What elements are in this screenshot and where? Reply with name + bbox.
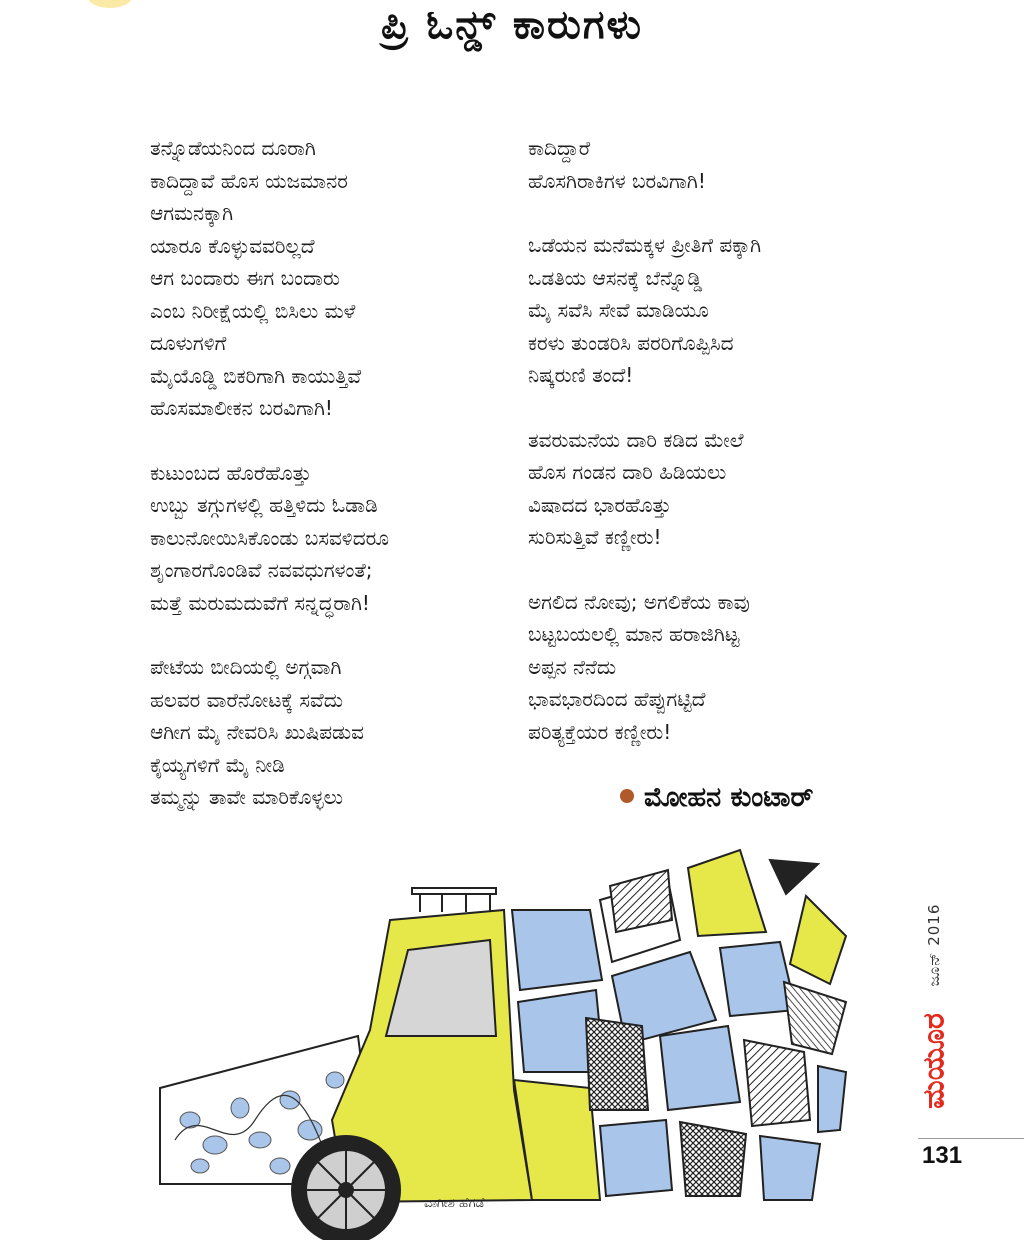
poem-line: ಒಡತಿಯ ಆಸನಕ್ಕೆ ಬೆನ್ನೊಡ್ಡಿ [528,265,703,290]
issue-date-text: ಜೂನ್ 2016 [925,903,943,987]
poem-line: ಕಾದಿದ್ದಾರೆ [528,136,591,160]
poem-line: ಕುಟುಂಬದ ಹೊರೆಹೊತ್ತು [150,460,312,485]
poem-line: ಮೈಯೊಡ್ಡಿ ಬಿಕರಿಗಾಗಿ ಕಾಯುತ್ತಿವೆ [150,363,362,388]
poem-line: ಹಲವರ ವಾರೆನೋಟಕ್ಕೆ ಸವೆದು [150,687,343,712]
poem-line: ಪೇಟೆಯ ಬೀದಿಯಲ್ಲಿ ಅಗ್ಗವಾಗಿ [150,655,342,679]
poem-line: ಭಾವಭಾರದಿಂದ ಹೆಪ್ಪುಗಟ್ಟಿದೆ [528,687,706,711]
car-illustration [120,840,850,1240]
stanza-6 [528,424,888,554]
poem-line: ಹೊಸಮಾಲೀಕನ ಬರವಿಗಾಗಿ! [150,396,333,420]
poem-line: ದೂಳುಗಳಿಗೆ [150,331,227,355]
poem-line: ಪರಿತ್ಯಕ್ತೆಯರ ಕಣ್ಣೀರು! [528,719,672,744]
author-byline [620,782,813,814]
poem-line: ಆಗ ಬಂದಾರು ಈಗ ಬಂದಾರು [150,266,340,290]
illustration-credit: ವಾಗೀಶ ಹೆಗಡೆ [424,1196,485,1211]
poem-line: ಆಗೀಗ ಮೈ ನೇವರಿಸಿ ಖುಷಿಪಡುವ [150,720,364,744]
stanza-1 [150,132,510,425]
poem-line: ಕರಳು ತುಂಡರಿಸಿ ಪರರಿಗೊಪ್ಪಿಸಿದ [528,330,734,355]
stanza-4 [528,132,888,197]
author-name: ಮೋಹನ ಕುಂಟಾರ್ [644,782,814,813]
poem-line: ಕಾದಿದ್ದಾವೆ ಹೊಸ ಯಜಮಾನರ [150,168,348,193]
poem-line: ಮತ್ತೆ ಮರುಮದುವೆಗೆ ಸನ್ನದ್ಧರಾಗಿ! [150,590,370,615]
stanza-2 [150,457,510,620]
poem-line: ಕಾಲುನೋಯಿಸಿಕೊಂಡು ಬಸವಳಿದರೂ [150,525,389,550]
issue-date [906,890,962,1000]
poem-line: ಆಗಮನಕ್ಕಾಗಿ [150,201,234,225]
poem-line: ಸುರಿಸುತ್ತಿವೆ ಕಣ್ಣೀರು! [528,525,662,549]
page-number: 131 [922,1142,963,1169]
magazine-logo [906,1006,962,1116]
magazine-logo-text: ಮಯೂರ [916,1013,952,1109]
bullet-icon [620,789,634,803]
stanza-3 [150,651,510,814]
poem-line: ಎಂಬ ನಿರೀಕ್ಷೆಯಲ್ಲಿ ಬಿಸಿಲು ಮಳೆ [150,298,356,323]
poem-line: ಉಬ್ಬು ತಗ್ಗುಗಳಲ್ಲಿ ಹತ್ತಿಳಿದು ಓಡಾಡಿ [150,493,378,517]
poem-line: ಹೊಸಗಿರಾಕಿಗಳ ಬರವಿಗಾಗಿ! [528,168,706,193]
stanza-7 [528,586,888,749]
poem-right-column [528,132,888,780]
poem-line: ಶೃಂಗಾರಗೊಂಡಿವೆ ನವವಧುಗಳಂತೆ; [150,558,373,582]
poem-line: ಅಗಲಿದ ನೋವು; ಅಗಲಿಕೆಯ ಕಾವು [528,589,750,614]
poem-line: ಹೊಸ ಗಂಡನ ದಾರಿ ಹಿಡಿಯಲು [528,460,727,484]
poem-line: ತಮ್ಮನ್ನು ತಾವೇ ಮಾರಿಕೊಳ್ಳಲು [150,785,343,809]
poem-line: ನಿಷ್ಕರುಣಿ ತಂದೆ! [528,363,634,387]
poem-line: ಯಾರೂ ಕೊಳ್ಳುವವರಿಲ್ಲದೆ [150,233,315,258]
stanza-5 [528,229,888,392]
poem-line: ಮೈ ಸವೆಸಿ ಸೇವೆ ಮಾಡಿಯೂ [528,298,709,322]
poem-line: ಅಪ್ಪನ ನೆನೆದು [528,654,617,679]
poem-title: ಪ್ರಿ ಓನ್ಡ್ ಕಾರುಗಳು [381,2,643,48]
poem-line: ಕೈಯ್ಯಗಳಿಗೆ ಮೈ ನೀಡಿ [150,752,285,777]
poem-line: ತವರುಮನೆಯ ದಾರಿ ಕಡಿದ ಮೇಲೆ [528,427,744,452]
poem-line: ವಿಷಾದದ ಭಾರಹೊತ್ತು [528,492,672,517]
poem-line: ಬಟ್ಟಬಯಲಲ್ಲಿ ಮಾನ ಹರಾಜಿಗಿಟ್ಟ [528,622,740,646]
poem-line: ತನ್ನೊಡೆಯನಿಂದ ದೂರಾಗಿ [150,136,316,160]
poem-line: ಒಡೆಯನ ಮನೆಮಕ್ಕಳ ಪ್ರೀತಿಗೆ ಪಕ್ಕಾಗಿ [528,233,762,257]
page-rule [918,1138,1024,1139]
poem-left-column [150,132,510,846]
